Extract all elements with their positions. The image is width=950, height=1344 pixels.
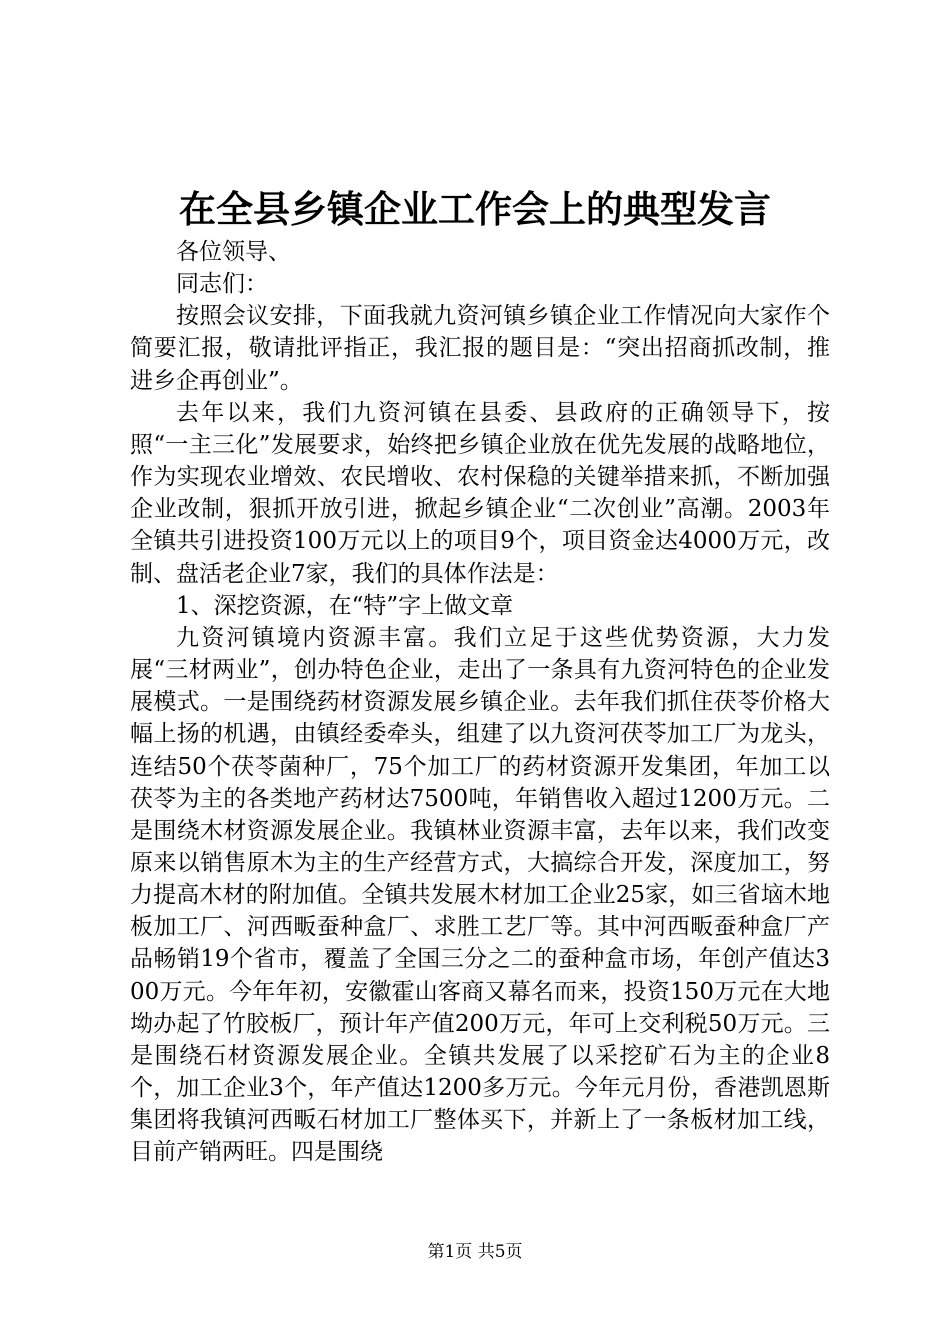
- paragraph-intro: 按照会议安排，下面我就九资河镇乡镇企业工作情况向大家作个简要汇报，敬请批评指正，我汇报的题目是：“突出招商抓改制，推进乡企再创业”。: [130, 303, 830, 394]
- page-footer: 第1页 共5页: [427, 1242, 523, 1262]
- section-heading-1: 1、深挖资源，在“特”字上做文章: [176, 592, 514, 619]
- paragraph-resources: 九资河镇境内资源丰富。我们立足于这些优势资源，大力发展“三材两业”，创办特色企业，走出了一条具有九资河特色的企业发展模式。一是围绕药材资源发展乡镇企业。去年我们抓住茯苓价格大幅上扬的机遇，由镇经委牵头，组建了以九资河茯苓加工厂为龙头，连结50个茯苓菌种厂，75个加工厂的药材资源开发集团，年加工以茯苓为主的各类地产药材达7500吨，年销售收入超过1200万元。二是围绕木材资源发展企业。我镇林业资源丰富，去年以来，我们改变原来以销售原木为主的生产经营方式，大搞综合开发，深度加工，努力提高木材的附加值。全镇共发展木材加工企业25家，如三省垴木地板加工厂、河西畈蚕种盒厂、求胜工艺厂等。其中河西畈蚕种盒厂产品畅销19个省市，覆盖了全国三分之二的蚕种盒市场，年创产值达300万元。今年年初，安徽霍山客商又幕名而来，投资150万元在大地坳办起了竹胶板厂，预计年产值200万元，年可上交利税50万元。三是围绕石材资源发展企业。全镇共发展了以采挖矿石为主的企业8个，加工企业3个，年产值达1200多万元。今年元月份，香港凯恩斯集团将我镇河西畈石材加工厂整体买下，并新上了一条板材加工线，目前产销两旺。四是围绕: [130, 624, 830, 1166]
- salutation-comrades: 同志们：: [176, 271, 268, 298]
- salutation-leaders: 各位领导、: [176, 239, 291, 265]
- document-body: [130, 236, 830, 1169]
- paragraph-overview: 去年以来，我们九资河镇在县委、县政府的正确领导下，按照“一主三化”发展要求，始终把乡镇企业放在优先发展的战略地位，作为实现农业增效、农民增收、农村保稳的关键举措来抓，不断加强企业改制，狠抓开放引进，掀起乡镇企业“二次创业”高潮。2003年全镇共引进投资100万元以上的项目9个，项目资金达4000万元，改制、盘活老企业7家，我们的具体作法是：: [130, 399, 830, 587]
- document-title: 在全县乡镇企业工作会上的典型发言: [179, 187, 771, 231]
